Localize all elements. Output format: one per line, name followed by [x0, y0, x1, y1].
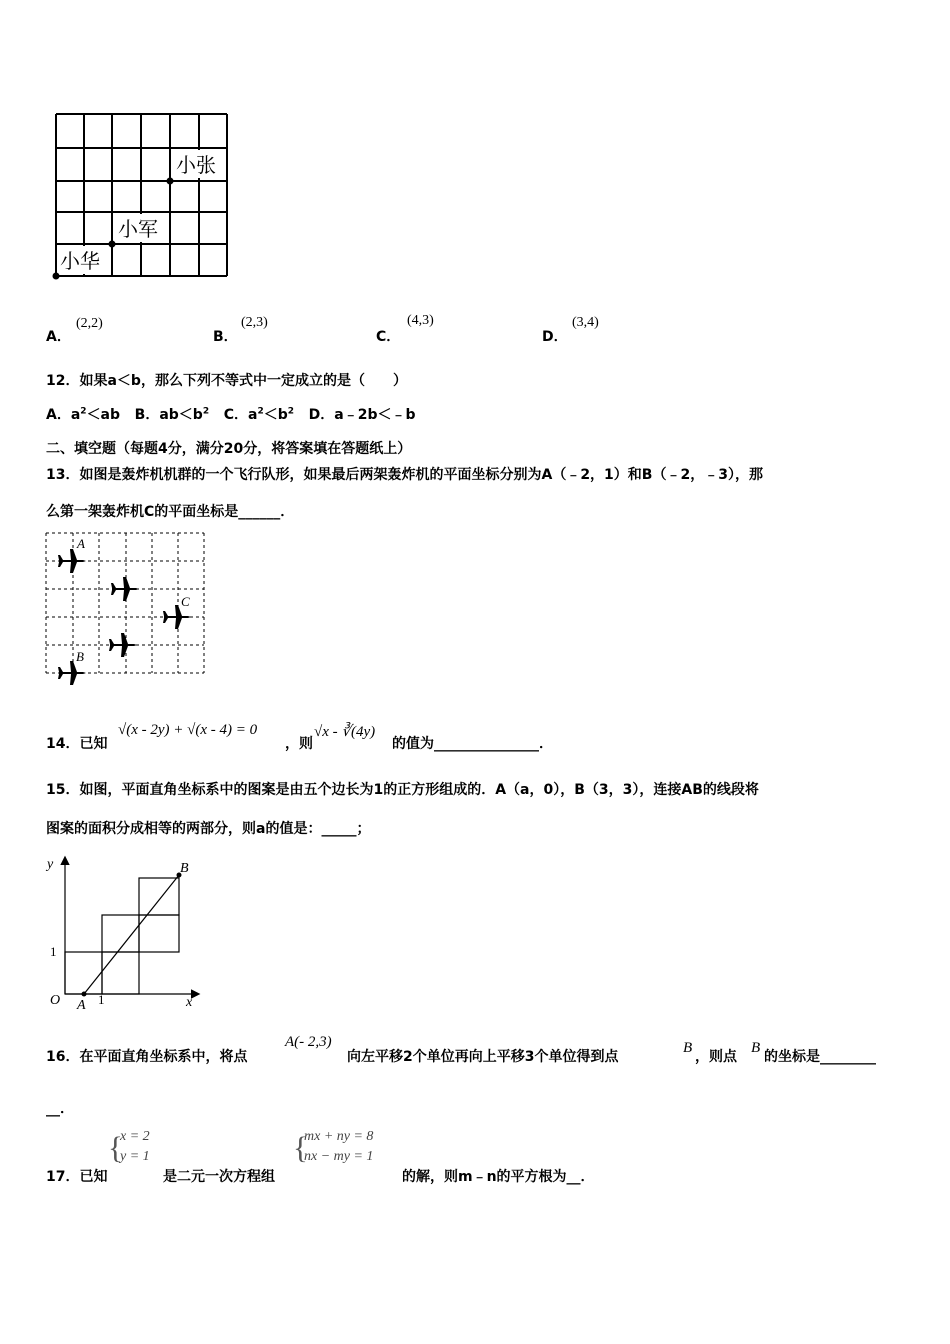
q15-b-label: B: [180, 861, 189, 876]
q12-option-b: B．$ab<b^2$: [134, 406, 210, 423]
q12-options: [46, 404, 416, 424]
q17-system1-line1: x = 2: [120, 1129, 150, 1144]
plane-b-icon: [58, 661, 86, 685]
q12-option-c: C．$a^2<b^2$: [223, 406, 295, 423]
q15-origin-label: O: [50, 993, 61, 1008]
q15-segment-ab: [84, 875, 179, 994]
q15-x-label: x: [186, 995, 193, 1010]
section-heading-fill-in: 二、填空题（每题4分，满分20分，将答案填在答题纸上）: [46, 441, 412, 457]
q16-text-c: ，则点: [695, 1049, 737, 1065]
q17-system2-line1: mx + ny = 8: [304, 1129, 374, 1144]
q15-y-label: y: [47, 857, 54, 872]
q14-prefix: 14．已知: [46, 736, 108, 752]
q16-text-d: 的坐标是________: [764, 1049, 876, 1065]
q13-bomber-formation-figure: [40, 528, 212, 688]
q16-point-b-1: B: [683, 1040, 693, 1056]
plane-label-a: A: [77, 536, 85, 551]
q15-coordinate-figure: [40, 852, 210, 1017]
q14-expression-asked: √x - ∛(4y): [314, 724, 376, 740]
q11-option-d-value: (3,4): [572, 315, 599, 330]
q17-suffix: 的解，则m﹣n的平方根为__．: [402, 1169, 595, 1185]
q12-option-a: A．$a^2<ab$: [46, 406, 121, 423]
q11-label-hua: 小华: [60, 251, 100, 273]
q11-option-b-value: (2,3): [241, 315, 268, 330]
q11-option-a-value: (2,2): [76, 316, 103, 331]
q17-system2-line2: nx − my = 1: [304, 1149, 374, 1164]
q11-label-zhang: 小张: [176, 155, 216, 177]
q15-line1: 15．如图，平面直角坐标系中的图案是由五个边长为1的正方形组成的．A（a，0），B（3，3），连接AB的线段将: [46, 782, 759, 798]
q14-expression-given: √(x - 2y) + √(x - 4) = 0: [118, 722, 258, 738]
q16-point-b-2: B: [751, 1040, 761, 1056]
q11-option-c-letter: C．: [376, 329, 401, 345]
q12-stem: 12．如果a＜b，那么下列不等式中一定成立的是（ ）: [46, 373, 407, 389]
q11-point-hua: [53, 273, 60, 280]
q16-text-a: 16．在平面直角坐标系中，将点: [46, 1049, 248, 1065]
q13-line1: 13．如图是轰炸机机群的一个飞行队形，如果最后两架轰炸机的平面坐标分别为A（﹣2，1）和B（﹣2，﹣3），那: [46, 467, 763, 483]
plane-label-c: C: [181, 594, 190, 609]
q15-point-a: [82, 992, 87, 997]
q17-brace-1: {: [108, 1130, 123, 1165]
q11-option-d-letter: D．: [542, 329, 568, 345]
q14-mid: ，则: [285, 736, 313, 752]
q15-x-tick-1: 1: [98, 992, 105, 1007]
q11-option-b-letter: B．: [213, 329, 238, 345]
q11-option-a-letter: A．: [46, 329, 71, 345]
plane-a-icon: [58, 549, 86, 573]
q11-point-zhang: [167, 178, 174, 185]
q11-grid-figure: [50, 110, 235, 280]
q17-prefix: 17．已知: [46, 1169, 108, 1185]
q11-option-c-value: (4,3): [407, 313, 434, 328]
q11-point-jun: [109, 241, 116, 248]
q17-system1-line2: y = 1: [120, 1149, 150, 1164]
plane-label-b: B: [76, 649, 84, 664]
q16-text-b: 向左平移2个单位再向上平移3个单位得到点: [347, 1049, 619, 1065]
q16-point-a: A(- 2,3): [285, 1034, 332, 1050]
plane-4-icon: [109, 633, 137, 657]
q17-mid: 是二元一次方程组: [163, 1169, 275, 1185]
q14-suffix: 的值为_______________．: [392, 736, 553, 752]
q12-option-d: D．a﹣2b＜﹣b: [308, 407, 416, 423]
q15-y-tick-1: 1: [50, 944, 57, 959]
q11-label-jun: 小军: [118, 219, 158, 241]
plane-2-icon: [111, 577, 139, 601]
q15-line2: 图案的面积分成相等的两部分，则a的值是：_____；: [46, 821, 371, 837]
q15-a-label: A: [77, 998, 86, 1013]
q17-brace-2: {: [293, 1130, 308, 1165]
q13-line2: 么第一架轰炸机C的平面坐标是______．: [46, 504, 295, 520]
q16-line2: __．: [46, 1101, 74, 1117]
